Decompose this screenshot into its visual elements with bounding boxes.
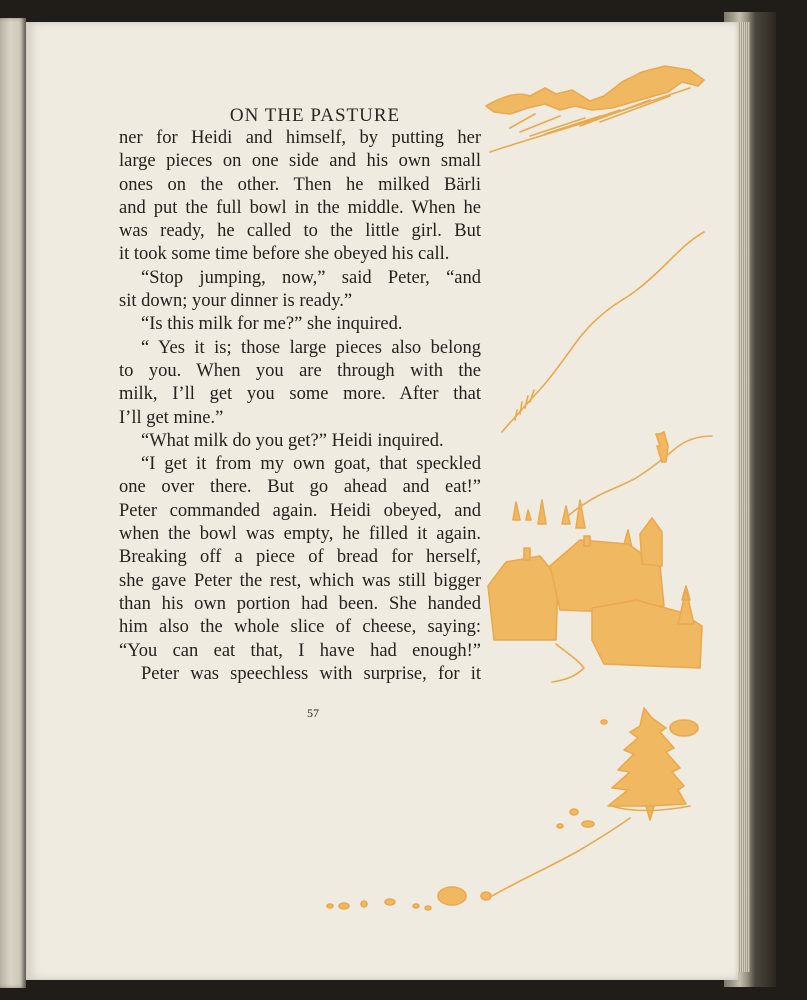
text-line: to you. When you are through with the — [119, 360, 481, 381]
text-line: it took some time before she obeyed his call. — [119, 244, 450, 265]
text-line: “What milk do you get?” Heidi inquired. — [141, 430, 444, 451]
text-line: sit down; your dinner is ready.” — [119, 291, 353, 312]
text-line: was ready, he called to the little girl. But — [119, 221, 481, 242]
running-head: ON THE PASTURE — [229, 105, 401, 126]
text-line: ner for Heidi and himself, by putting her — [119, 128, 481, 148]
text-line: “I get it from my own goat, that speckled — [141, 454, 481, 475]
text-line: ones on the other. Then he milked Bärli — [119, 174, 481, 195]
page-number: 57 — [307, 706, 319, 720]
text-line: one over there. But go ahead and eat!” — [119, 477, 481, 498]
text-line: Peter commanded again. Heidi obeyed, and — [119, 500, 481, 521]
text-line: “ Yes it is; those large pieces also belong — [141, 337, 481, 358]
text-line: him also the whole slice of cheese, saying: — [119, 617, 481, 638]
facing-page-edge — [0, 18, 26, 988]
text-line: and put the full bowl in the middle. When he — [119, 197, 481, 218]
text-line: large pieces on one side and his own small — [119, 151, 481, 172]
text-line: than his own portion had been. She handed — [119, 593, 481, 614]
text-line: “Stop jumping, now,” said Peter, “and — [141, 267, 481, 288]
page-stack-edge — [736, 22, 750, 972]
body-text — [119, 127, 481, 686]
text-line: I’ll get mine.” — [119, 407, 224, 428]
text-line: when the bowl was empty, he filled it again. — [119, 524, 481, 545]
text-line: “You can eat that, I have had enough!” — [119, 640, 481, 661]
text-line: Breaking off a piece of bread for herself, — [119, 547, 481, 568]
text-line: Peter was speechless with surprise, for it — [141, 663, 481, 684]
text-line: she gave Peter the rest, which was still bigger — [119, 570, 481, 591]
text-line: “Is this milk for me?” she inquired. — [141, 314, 403, 335]
text-line: milk, I’ll get you some more. After that — [119, 384, 481, 405]
